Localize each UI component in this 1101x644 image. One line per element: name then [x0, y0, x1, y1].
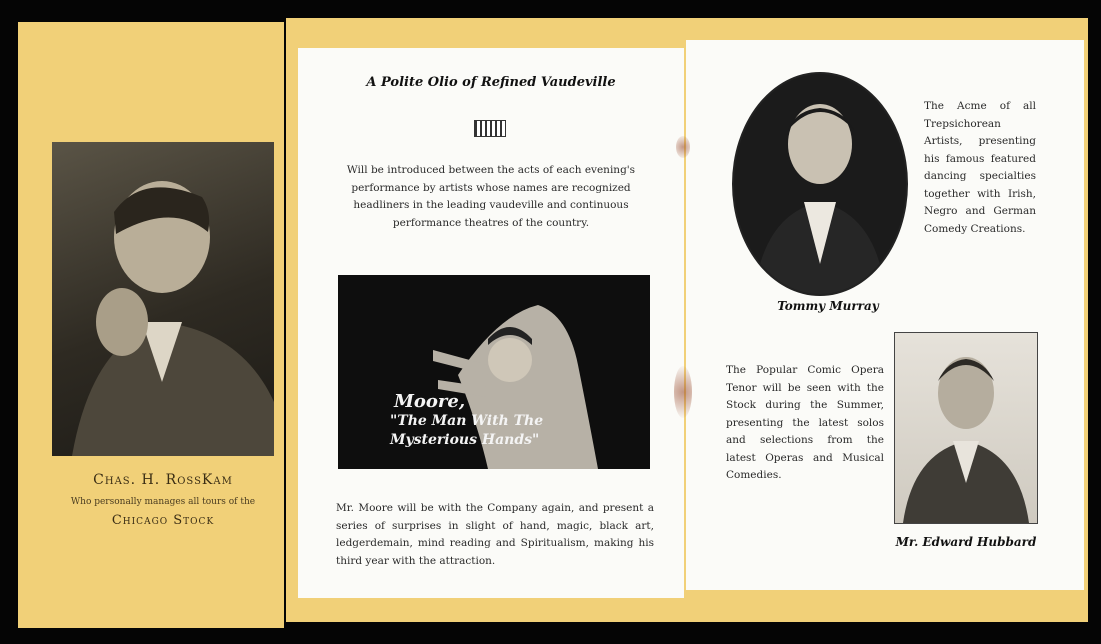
murray-caption: Tommy Murray: [777, 299, 879, 313]
plate-line-3: Mysterious Hands": [390, 432, 540, 448]
middle-page: [298, 48, 684, 598]
plate-line-2: "The Man With The: [390, 413, 544, 429]
fold-stain-lower: [674, 366, 692, 418]
ornament-icon: [474, 120, 506, 137]
plate-line-1: Moore,: [394, 391, 466, 412]
rosskam-name: Chas. H. RossKam: [93, 472, 233, 488]
rosskam-company: Chicago Stock: [111, 513, 215, 528]
left-fold-panel: [18, 22, 284, 628]
murray-paragraph: The Acme of all Trepsichorean Artists, presenting his famous featured dancing specialties together with Irish, Negro and German Comedy Creations.: [924, 100, 1036, 235]
murray-portrait: [732, 72, 908, 296]
fold-stain-upper: [676, 136, 690, 158]
hubbard-portrait: [894, 332, 1038, 524]
intro-paragraph: Will be introduced between the acts of each evening's performance by artists whose names are recognized headliners in the leading vaudeville and continuous performance theatres of the country.: [346, 164, 636, 229]
right-page: [686, 40, 1084, 590]
page-heading: A Polite Olio of Refined Vaudeville: [366, 75, 616, 90]
moore-hands-plate: [338, 275, 650, 469]
hubbard-caption: Mr. Edward Hubbard: [895, 535, 1037, 549]
hubbard-paragraph: The Popular Comic Opera Tenor will be seen with the Stock during the Summer, presenting the latest solos and selections from the latest Operas and Musical Comedies.: [726, 364, 884, 481]
moore-paragraph: Mr. Moore will be with the Company again, and present a series of surprises in slight of hand, magic, black art, ledgerdemain, mind reading and Spiritualism, making his third year with the attraction.: [336, 502, 654, 567]
rosskam-subline: Who personally manages all tours of the: [70, 497, 256, 507]
rosskam-portrait: [52, 142, 274, 456]
